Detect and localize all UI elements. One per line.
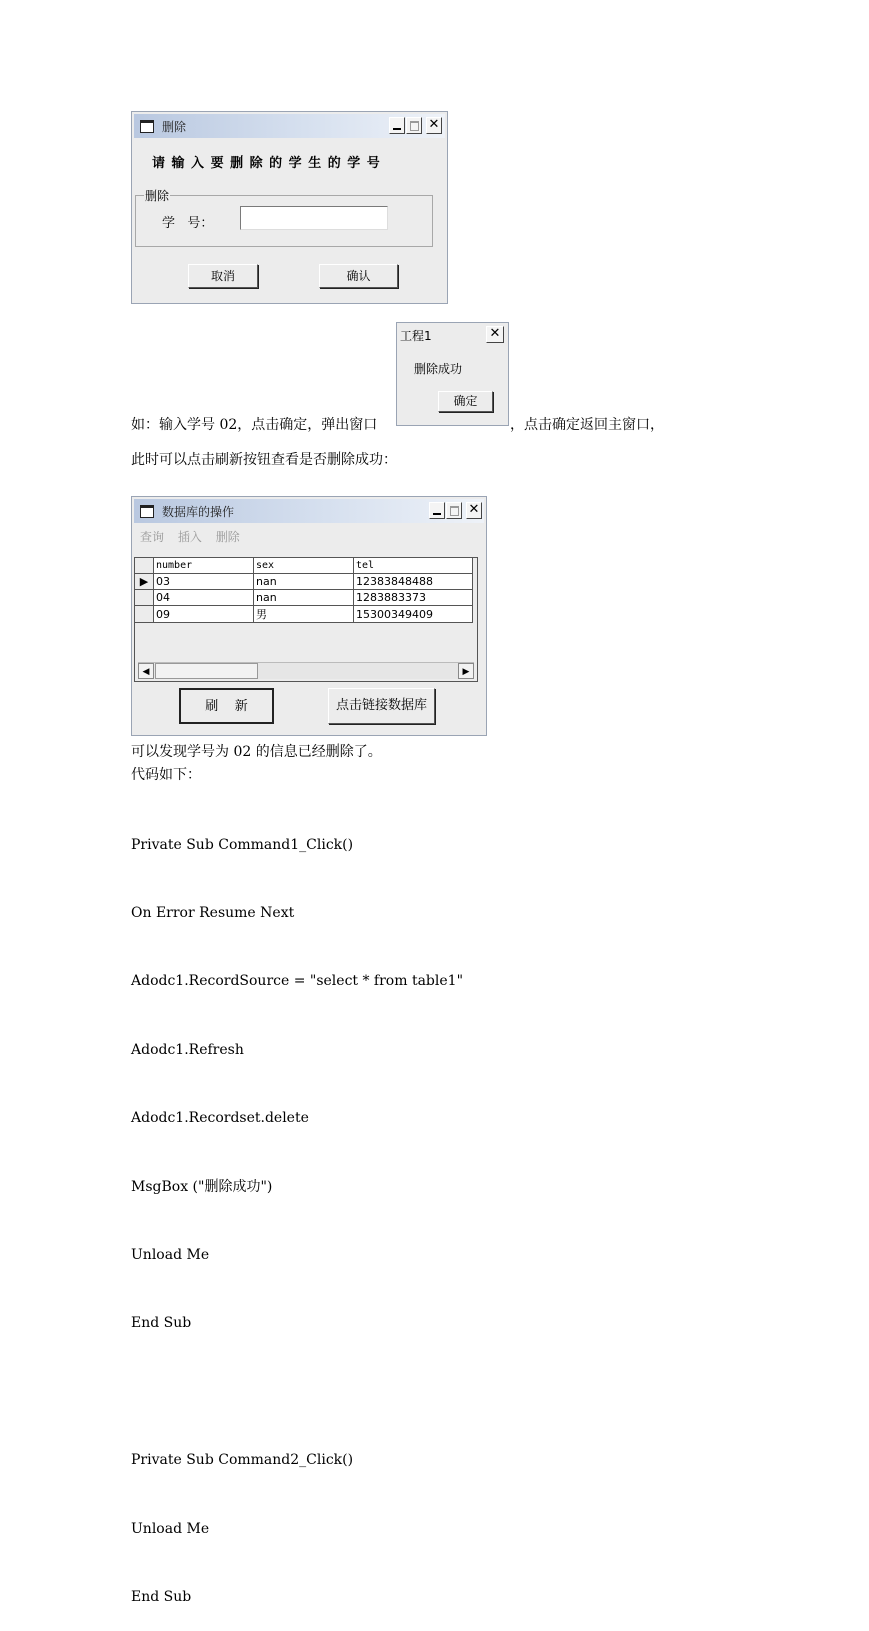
maximize-icon[interactable] bbox=[406, 117, 422, 134]
minimize-icon[interactable] bbox=[389, 117, 405, 134]
row-header bbox=[135, 606, 154, 623]
note-text: 可以发现学号为 02 的信息已经删除了。 bbox=[131, 744, 382, 760]
table-row[interactable] bbox=[135, 606, 473, 623]
horizontal-scrollbar[interactable] bbox=[138, 662, 474, 679]
close-icon[interactable]: ✕ bbox=[486, 326, 504, 343]
menu-delete[interactable]: 删除 bbox=[215, 530, 240, 544]
code-line: Private Sub Command2_Click() bbox=[131, 1452, 354, 1469]
maximize-icon[interactable] bbox=[446, 502, 462, 519]
code-intro: 代码如下： bbox=[131, 767, 201, 783]
ok-button[interactable]: 确定 bbox=[438, 391, 493, 412]
minimize-icon[interactable] bbox=[429, 502, 445, 519]
menu-bar bbox=[140, 528, 240, 545]
grid-table bbox=[135, 558, 473, 623]
code-line: Unload Me bbox=[131, 1520, 210, 1537]
confirm-button[interactable]: 确认 bbox=[319, 264, 398, 288]
refresh-button[interactable]: 刷 新 bbox=[179, 688, 274, 724]
close-icon[interactable]: ✕ bbox=[466, 502, 482, 519]
column-header-sex[interactable]: sex bbox=[254, 558, 354, 574]
delete-dialog-window bbox=[131, 111, 448, 304]
grid-header-row bbox=[135, 558, 473, 574]
paragraph-line-1-after: ，点击确定返回主窗口， bbox=[510, 417, 664, 433]
msgbox-title: 工程1 bbox=[400, 329, 432, 343]
scroll-left-icon[interactable]: ◀ bbox=[138, 663, 154, 679]
paragraph-line-2: 此时可以点击刷新按钮查看是否删除成功： bbox=[131, 452, 397, 468]
cell-number[interactable]: 04 bbox=[154, 590, 254, 606]
code-block bbox=[131, 788, 463, 1631]
cell-tel[interactable]: 1283883373 bbox=[354, 590, 473, 606]
title-bar[interactable] bbox=[134, 114, 445, 138]
msgbox-window bbox=[396, 322, 509, 426]
dialog-heading: 请 输 入 要 删 除 的 学 生 的 学 号 bbox=[152, 156, 381, 171]
cell-sex[interactable]: 男 bbox=[254, 606, 354, 623]
cell-tel[interactable]: 15300349409 bbox=[354, 606, 473, 623]
table-row[interactable] bbox=[135, 574, 473, 590]
cell-sex[interactable]: nan bbox=[254, 574, 354, 590]
scroll-right-icon[interactable]: ▶ bbox=[458, 663, 474, 679]
code-line bbox=[131, 1381, 463, 1404]
row-header-corner bbox=[135, 558, 154, 574]
paragraph-line-1-before: 如：输入学号 02，点击确定，弹出窗口 bbox=[131, 417, 378, 433]
code-line: Adodc1.Refresh bbox=[131, 1041, 244, 1058]
connect-database-button[interactable]: 点击链接数据库 bbox=[328, 688, 435, 724]
student-number-label: 学 号： bbox=[162, 216, 214, 231]
menu-query[interactable]: 查询 bbox=[140, 530, 165, 544]
cancel-button[interactable]: 取消 bbox=[188, 264, 258, 288]
table-row[interactable] bbox=[135, 590, 473, 606]
menu-insert[interactable]: 插入 bbox=[177, 530, 202, 544]
code-line: Unload Me bbox=[131, 1246, 210, 1263]
cell-number[interactable]: 03 bbox=[154, 574, 254, 590]
close-icon[interactable]: ✕ bbox=[426, 117, 442, 134]
code-line: End Sub bbox=[131, 1588, 192, 1605]
student-number-input[interactable] bbox=[240, 206, 388, 230]
code-line: Adodc1.RecordSource = "select * from table1" bbox=[131, 973, 464, 990]
window-icon bbox=[140, 505, 154, 518]
column-header-tel[interactable]: tel bbox=[354, 558, 473, 574]
db-window bbox=[131, 496, 487, 736]
msgbox-message: 删除成功 bbox=[414, 362, 463, 376]
row-header bbox=[135, 590, 154, 606]
code-line: On Error Resume Next bbox=[131, 904, 295, 921]
window-title: 删除 bbox=[162, 120, 187, 134]
cell-number[interactable]: 09 bbox=[154, 606, 254, 623]
window-icon bbox=[140, 120, 154, 133]
cell-tel[interactable]: 12383848488 bbox=[354, 574, 473, 590]
code-line: Private Sub Command1_Click() bbox=[131, 836, 354, 853]
data-grid[interactable] bbox=[134, 557, 478, 682]
column-header-number[interactable]: number bbox=[154, 558, 254, 574]
groupbox-label: 删除 bbox=[145, 189, 170, 203]
scroll-thumb[interactable] bbox=[155, 663, 258, 679]
code-line: MsgBox ("删除成功") bbox=[131, 1178, 273, 1195]
current-row-indicator-icon: ▶ bbox=[135, 574, 154, 590]
code-line: Adodc1.Recordset.delete bbox=[131, 1110, 309, 1127]
window-title: 数据库的操作 bbox=[162, 505, 235, 519]
code-line: End Sub bbox=[131, 1315, 192, 1332]
title-bar[interactable] bbox=[134, 499, 484, 523]
cell-sex[interactable]: nan bbox=[254, 590, 354, 606]
